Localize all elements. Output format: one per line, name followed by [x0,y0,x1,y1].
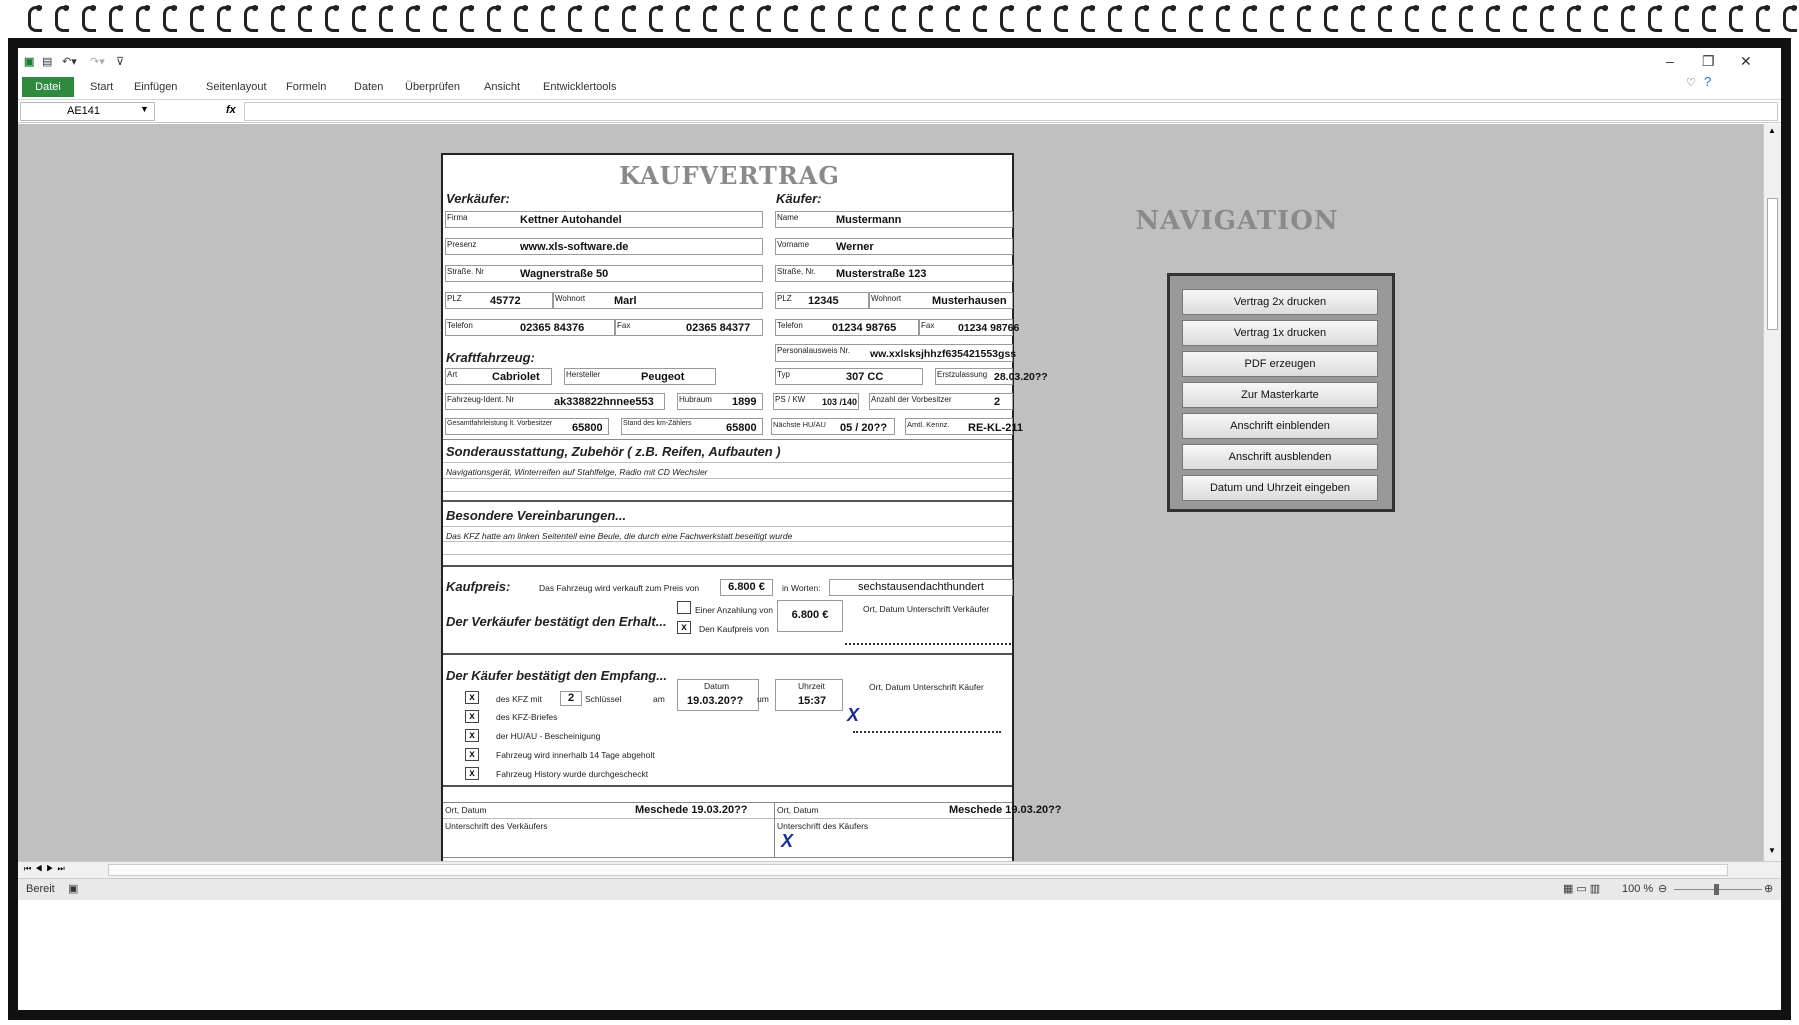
field-value: Peugeot [641,371,685,383]
binding-ring [1378,6,1392,32]
binding-ring [649,6,663,32]
field-label: Gesamtfahrleistung lt. Vorbesitzer [447,420,553,427]
zoom-slider-thumb[interactable] [1714,884,1719,895]
binding-ring [271,6,285,32]
field-label: Nächste HU/AU [773,420,826,429]
excel-icon: ▣ [24,56,35,68]
vehicle-heading: Kraftfahrzeug: [446,350,535,365]
binding-ring [1405,6,1419,32]
navigation-panel [1167,273,1395,512]
field-value: 65800 [726,422,757,434]
divider [443,491,1012,492]
enter-date-time-button[interactable]: Datum und Uhrzeit eingeben [1182,475,1378,501]
vehicle-registration-cell[interactable] [935,368,1048,385]
sheet-tabs-bar [18,861,1781,878]
handover-time-cell[interactable] [775,679,843,711]
um-label: um [757,694,769,704]
keys-label: Schlüssel [585,694,622,704]
section-divider [443,653,1012,655]
binding-ring [595,6,609,32]
price-value[interactable]: 6.800 € [720,579,773,596]
binding-ring [1702,6,1716,32]
keys-count[interactable]: 2 [560,691,582,706]
field-label: PLZ [777,294,792,303]
binding-ring [1297,6,1311,32]
buyer-heading: Käufer: [776,191,822,206]
binding-ring [163,6,177,32]
tab-page-layout[interactable]: Seitenlayout [206,81,267,93]
field-label: Telefon [447,321,473,330]
binding-ring [1081,6,1095,32]
binding-ring [379,6,393,32]
field-label: Firma [447,213,468,222]
zoom-out-icon[interactable]: ⊖ [1658,883,1668,895]
seller-signature-label: Ort, Datum Unterschrift Verkäufer [863,604,990,614]
divider [443,818,1012,819]
vehicle-power-cell[interactable] [773,393,859,410]
field-value: 45772 [490,295,521,307]
field-value: 1899 [732,396,757,408]
field-label: Typ [777,370,790,379]
undo-icon[interactable]: ↶▾ [62,56,77,68]
divider [443,439,1012,440]
field-value: 12345 [808,295,839,307]
buyer-signature-mark: X [847,705,860,725]
field-value: ak338822hnnee553 [554,396,654,408]
binding-ring [676,6,690,32]
buyer-phone-cell[interactable] [775,319,919,336]
name-box-dropdown-icon[interactable]: ▼ [140,104,149,114]
price-heading: Kaufpreis: [446,579,511,594]
binding-ring [568,6,582,32]
seller-phone-cell[interactable] [445,319,615,336]
binding-ring [1027,6,1041,32]
binding-ring [1594,6,1608,32]
seller-street-cell[interactable] [445,265,763,282]
formula-input[interactable] [244,102,1778,121]
restore-icon[interactable]: ❐ [1702,53,1715,69]
binding-ring [811,6,825,32]
binding-ring [1324,6,1338,32]
ribbon [18,48,1781,100]
field-label: Straße, Nr. [777,267,816,276]
vehicle-inspection-cell[interactable] [771,418,895,435]
minimize-icon[interactable]: – [1666,53,1674,69]
buyer-firstname-cell[interactable] [775,238,1013,255]
binding-ring [1351,6,1365,32]
binding-ring [1675,6,1689,32]
zoom-level[interactable]: 100 % [1622,883,1654,895]
horizontal-scrollbar[interactable] [108,864,1728,876]
divider [443,857,1012,858]
formula-bar [18,101,1781,123]
field-value: Wagnerstraße 50 [520,268,609,280]
tab-review[interactable]: Überprüfen [405,81,461,93]
binding-ring [109,6,123,32]
tab-formulas[interactable]: Formeln [286,81,327,93]
scroll-down-icon[interactable]: ▼ [1768,846,1776,855]
time-label: Uhrzeit [798,681,825,691]
field-label: Erstzulassung [937,370,988,379]
field-label: Name [777,213,799,222]
handover-checkbox[interactable]: x [465,748,479,761]
field-label: Wohnort [555,294,586,303]
binding-ring [487,6,501,32]
buyer-plz-cell[interactable] [775,292,869,309]
binding-ring [838,6,852,32]
binding-ring [514,6,528,32]
divider [443,526,1012,527]
handover-item: der HU/AU - Bescheinigung [496,731,601,741]
field-value: Cabriolet [492,371,540,383]
in-words-label: in Worten: [782,583,821,593]
handover-checkbox[interactable]: x [465,691,479,704]
binding-ring [325,6,339,32]
divider [774,802,775,858]
ort-datum-label: Ort, Datum [445,805,487,815]
binding-ring [1459,6,1473,32]
divider [443,541,1012,542]
buyer-signature-caption: Unterschrift des Käufers [777,821,869,831]
buyer-fax-cell[interactable] [919,319,1020,336]
extras-heading: Sonderausstattung, Zubehör ( z.B. Reifen, Aufbauten ) [446,444,781,459]
down-payment-label: Einer Anzahlung von [695,605,773,615]
divider [443,554,1012,555]
binding-ring [1000,6,1014,32]
down-payment-checkbox[interactable] [677,601,691,614]
extras-text[interactable]: Navigationsgerät, Winterreifen auf Stahlfelge, Radio mit CD Wechsler [446,467,708,477]
ribbon-collapse-icon[interactable]: ♡ [1686,77,1696,89]
binding-ring [55,6,69,32]
seller-presenz-cell[interactable] [445,238,763,255]
binding-ring [28,6,42,32]
agreements-text[interactable]: Das KFZ hatte am linken Seitenteil eine Beule, die durch eine Fachwerkstatt beseitigt wurde [446,531,793,541]
binding-ring [757,6,771,32]
seller-city-cell[interactable] [553,292,763,309]
time-value: 15:37 [798,695,827,707]
section-divider [443,500,1012,502]
received-amount[interactable]: 6.800 € [777,600,843,632]
vehicle-type-cell[interactable] [445,368,552,385]
show-address-button[interactable]: Anschrift einblenden [1182,413,1378,439]
function-icon[interactable]: fx [226,104,236,116]
print-2x-button[interactable]: Vertrag 2x drucken [1182,289,1378,315]
divider [443,478,1012,479]
field-label: Telefon [777,321,803,330]
field-value: ww.xxlsksjhhzf635421553gss [870,348,1017,360]
help-icon[interactable]: ? [1704,74,1712,89]
tab-view[interactable]: Ansicht [484,81,521,93]
binding-ring [1189,6,1203,32]
field-label: PLZ [447,294,462,303]
field-label: PS / KW [775,395,806,404]
master-card-button[interactable]: Zur Masterkarte [1182,382,1378,408]
tab-data[interactable]: Daten [354,81,384,93]
field-label: Straße. Nr [447,267,484,276]
zoom-in-icon[interactable]: ⊕ [1764,883,1774,895]
binding-ring [973,6,987,32]
field-label: Presenz [447,240,477,249]
buyer-id-card-cell[interactable] [775,344,1017,362]
binding-ring [919,6,933,32]
customize-qat-icon[interactable]: ⊽ [116,56,125,68]
field-value: Werner [836,241,874,253]
vehicle-odometer-cell[interactable] [621,418,763,435]
contract-sheet [441,153,1062,883]
vehicle-mileage-prev-cell[interactable] [445,418,609,435]
field-value: 02365 84377 [686,322,751,334]
field-label: Fax [617,321,631,330]
field-label: Wohnort [871,294,902,303]
buyer-signature-line[interactable] [853,731,1001,733]
vehicle-owners-cell[interactable] [869,393,1013,410]
buyer-signature-mark: X [781,831,794,851]
status-bar [18,878,1781,900]
handover-item: des KFZ-Briefes [496,712,558,722]
save-icon[interactable]: ▤ [42,56,53,68]
section-divider [443,785,1012,787]
binding-ring [1567,6,1581,32]
field-value: 2 [994,396,1001,408]
full-price-checkbox[interactable]: x [677,621,691,634]
sheet-nav-arrows-icon[interactable]: ⏮◀▶⏭ [24,864,69,873]
binding-ring [1540,6,1554,32]
field-value: www.xls-software.de [520,241,629,253]
field-label: Vorname [777,240,810,249]
divider [443,802,1012,803]
full-price-label: Den Kaufpreis von [699,624,769,634]
binding-ring [541,6,555,32]
field-label: Anzahl der Vorbesitzer [871,395,952,404]
binding-ring [784,6,798,32]
binding-ring [703,6,717,32]
worksheet-area[interactable] [18,124,1763,861]
binding-ring [1162,6,1176,32]
handover-date-cell[interactable] [677,679,759,711]
field-value: Musterhausen [932,295,1007,307]
binding-ring [1216,6,1230,32]
field-label: Fax [921,321,935,330]
binding-ring [1135,6,1149,32]
tab-developer[interactable]: Entwicklertools [543,81,617,93]
field-label: Hubraum [679,395,712,404]
binding-ring [892,6,906,32]
print-1x-button[interactable]: Vertrag 1x drucken [1182,320,1378,346]
buyer-city-cell[interactable] [869,292,1013,309]
handover-item: Fahrzeug wird innerhalb 14 Tage abgeholt [496,750,655,760]
binding-ring [1054,6,1068,32]
seller-signature-caption: Unterschrift des Verkäufers [445,821,548,831]
binding-ring [1432,6,1446,32]
binding-ring [1513,6,1527,32]
field-value: 307 CC [846,371,884,383]
field-label: Art [447,370,458,379]
seller-firma-cell[interactable] [445,211,763,228]
navigation-title: NAVIGATION [1135,206,1339,236]
field-value: Mustermann [836,214,902,226]
buyer-street-cell[interactable] [775,265,1013,282]
binding-ring [1648,6,1662,32]
binding-ring [1729,6,1743,32]
create-pdf-button[interactable]: PDF erzeugen [1182,351,1378,377]
binding-ring [136,6,150,32]
binding-ring [1486,6,1500,32]
status-text: Bereit [26,883,55,895]
hide-address-button[interactable]: Anschrift ausblenden [1182,444,1378,470]
vehicle-plate-cell[interactable] [905,418,1024,435]
binding-ring [946,6,960,32]
handover-item: des KFZ mit [496,694,542,704]
binding-ring [865,6,879,32]
field-label: Hersteller [566,370,601,379]
tab-insert[interactable]: Einfügen [134,81,178,93]
field-value: 65800 [572,422,603,434]
date-value: 19.03.20?? [687,695,744,707]
buyer-signature-label: Ort, Datum Unterschrift Käufer [869,682,984,692]
view-mode-icons[interactable]: ▦▭▥ [1563,883,1604,895]
buyer-name-cell[interactable] [775,211,1013,228]
field-value: 103 /140 [822,397,858,407]
close-icon[interactable]: ✕ [1740,53,1752,69]
seller-signature-line[interactable] [845,643,1011,645]
tab-file[interactable]: Datei [22,77,74,97]
receipt-heading: Der Verkäufer bestätigt den Erhalt... [446,614,667,629]
buyer-place-date[interactable]: Meschede 19.03.20?? [949,804,1062,816]
name-box[interactable]: AE141 [20,102,155,121]
seller-plz-cell[interactable] [445,292,553,309]
field-label: Stand des km-Zählers [623,420,692,427]
vehicle-manufacturer-cell[interactable] [564,368,716,385]
binding-ring [622,6,636,32]
field-value: 02365 84376 [520,322,585,334]
am-label: am [653,694,665,704]
field-value: Musterstraße 123 [836,268,927,280]
ort-datum-label: Ort, Datum [777,805,819,815]
date-label: Datum [704,681,730,691]
seller-heading: Verkäufer: [446,191,510,206]
binding-ring [730,6,744,32]
scroll-up-icon[interactable]: ▲ [1768,126,1776,135]
field-value: 01234 98765 [832,322,897,334]
tab-start[interactable]: Start [90,81,114,93]
agreements-heading: Besondere Vereinbarungen... [446,508,627,523]
handover-item: Fahrzeug History wurde durchgescheckt [496,769,649,779]
spiral-binding [0,0,1799,40]
binding-ring [1270,6,1284,32]
handover-checkbox[interactable]: x [465,767,479,780]
macro-record-icon[interactable]: ▣ [68,883,79,895]
excel-window [8,38,1791,1020]
binding-ring [298,6,312,32]
binding-ring [352,6,366,32]
binding-ring [1243,6,1257,32]
binding-ring [82,6,96,32]
field-value: 28.03.20?? [994,371,1048,383]
vertical-scroll-thumb[interactable] [1767,198,1778,330]
seller-place-date[interactable]: Meschede 19.03.20?? [635,804,748,816]
binding-ring [1756,6,1770,32]
binding-ring [1621,6,1635,32]
field-label: Amtl. Kennz. [907,420,950,429]
binding-ring [1783,6,1797,32]
vertical-scrollbar[interactable] [1763,124,1781,861]
handover-heading: Der Käufer bestätigt den Empfang... [446,668,668,683]
vehicle-vin-cell[interactable] [445,393,665,410]
field-label: Fahrzeug-Ident. Nr [447,395,515,404]
field-value: 05 / 20?? [840,422,888,434]
section-divider [443,565,1012,567]
binding-ring [1108,6,1122,32]
binding-ring [190,6,204,32]
binding-ring [217,6,231,32]
binding-ring [406,6,420,32]
field-value: Marl [614,295,637,307]
contract-title: KAUFVERTRAG [619,161,840,190]
binding-ring [244,6,258,32]
field-value: Kettner Autohandel [520,214,622,226]
binding-ring [460,6,474,32]
redo-icon[interactable]: ↷▾ [90,56,105,68]
field-value: 01234 98766 [958,322,1020,334]
price-text: Das Fahrzeug wird verkauft zum Preis von [539,583,700,593]
field-label: Personalausweis Nr. [777,346,850,355]
seller-fax-cell[interactable] [615,319,763,336]
in-words-value[interactable]: sechstausendachthundert [829,579,1013,596]
field-value: RE-KL-211 [968,422,1024,434]
handover-checkbox[interactable]: x [465,729,479,742]
handover-checkbox[interactable]: x [465,710,479,723]
binding-ring [433,6,447,32]
vehicle-model-cell[interactable] [775,368,923,385]
vehicle-displacement-cell[interactable] [677,393,763,410]
divider [443,462,1012,463]
